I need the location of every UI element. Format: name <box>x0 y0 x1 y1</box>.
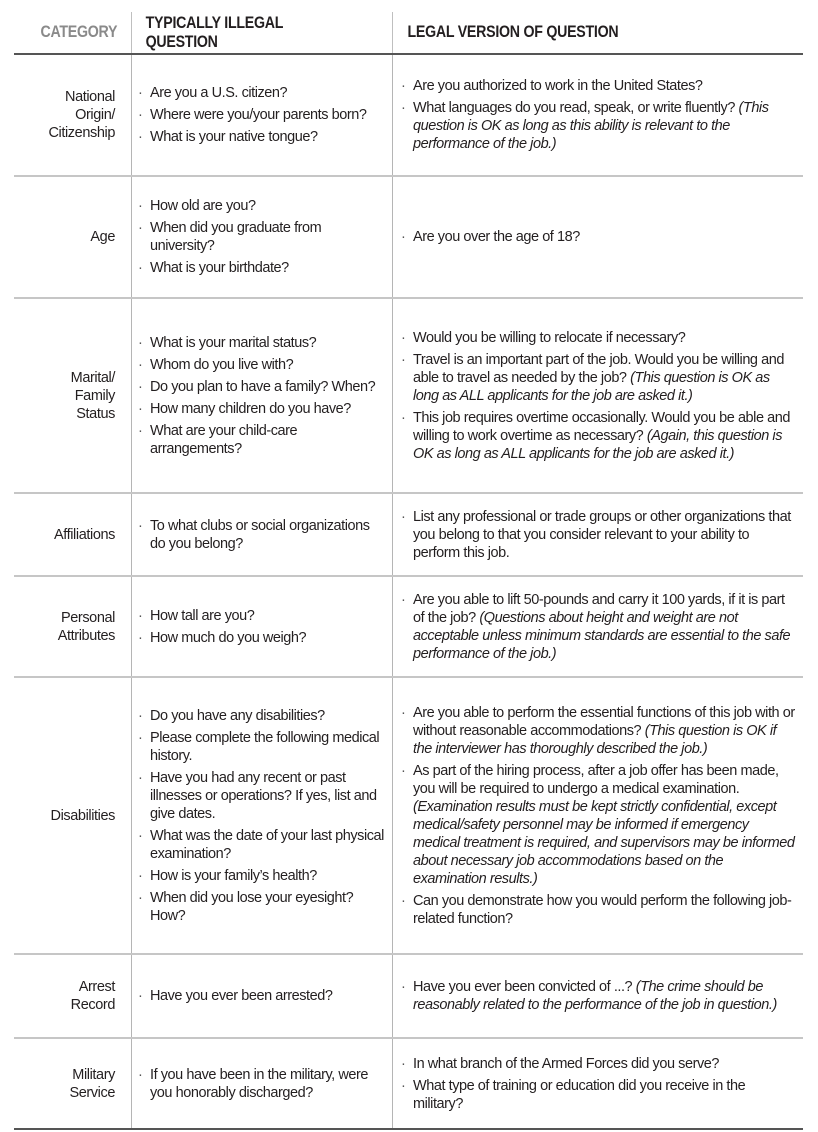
illegal-question-cell <box>131 577 392 676</box>
legal-question <box>401 704 795 758</box>
illegal-question: · Please complete the following medical history. <box>138 729 386 765</box>
illegal-question: · How tall are you? <box>138 607 386 625</box>
illegal-question: · What was the date of your last physical examination? <box>138 827 386 863</box>
legal-question-text: Can you demonstrate how you would perform the following job-related function? <box>413 892 792 927</box>
category-label: Attributes <box>57 627 115 644</box>
legal-question-text: This job requires overtime occasionally. Would you be able and willing to work overtime as necessary? <box>413 409 790 444</box>
category-label: National <box>65 89 115 105</box>
legal-question <box>401 1077 795 1113</box>
legal-question-text: What languages do you read, speak, or write fluently? <box>413 100 735 116</box>
category-label: Age <box>90 229 115 245</box>
illegal-question: · Are you a U.S. citizen? <box>138 84 386 102</box>
illegal-question: · What are your child-care arrangements? <box>138 422 386 458</box>
legal-question-note: (Questions about height and weight are not acceptable unless minimum standards are essential to the safe performance of the job.) <box>413 609 791 662</box>
illegal-question: · How much do you weigh? <box>138 629 386 647</box>
legal-question-note: (This question is OK as long as this ability is relevant to the performance of the job.) <box>413 100 769 152</box>
legal-question-cell <box>392 678 803 953</box>
legal-question <box>401 409 795 463</box>
legal-question <box>401 762 795 888</box>
illegal-question: · How many children do you have? <box>138 400 386 418</box>
header-category <box>30 12 131 53</box>
category-label: Personal <box>60 609 115 626</box>
illegal-question-cell <box>131 678 392 953</box>
legal-question <box>401 978 795 1014</box>
table-row <box>14 577 803 678</box>
header-legal-label: LEGAL VERSION OF QUESTION <box>407 23 619 41</box>
legal-question <box>401 591 795 663</box>
table-row <box>14 177 803 299</box>
category-cell <box>14 299 131 492</box>
category-cell <box>14 678 131 953</box>
category-cell <box>14 55 131 175</box>
illegal-question: · Have you ever been arrested? <box>138 987 386 1005</box>
category-cell <box>14 177 131 297</box>
legal-question <box>401 228 795 246</box>
legal-question <box>401 1055 795 1073</box>
header-category-label: CATEGORY <box>40 23 118 41</box>
category-label: Affiliations <box>53 526 115 543</box>
illegal-question: · What is your marital status? <box>138 334 386 352</box>
category-label: Family <box>74 387 115 404</box>
legal-question-text: What type of training or education did you receive in the military? <box>413 1077 746 1112</box>
illegal-question: · How old are you? <box>138 197 386 215</box>
table-row <box>14 55 803 177</box>
illegal-question: · Have you had any recent or past illnesses or operations? If yes, list and give dates. <box>138 769 386 823</box>
legal-question-cell <box>392 299 803 492</box>
illegal-question: · How is your family’s health? <box>138 867 386 885</box>
category-cell <box>14 494 131 575</box>
header-illegal-label: TYPICALLY ILLEGAL QUESTION <box>145 13 283 51</box>
header-legal <box>392 12 745 53</box>
legal-question-text: Are you able to lift 50-pounds and carry it 100 yards, if it is part of the job? <box>413 591 785 626</box>
legal-question-text: In what branch of the Armed Forces did you serve? <box>413 1055 719 1072</box>
legal-question <box>401 329 795 347</box>
category-label: Citizenship <box>48 125 115 141</box>
legal-question-text: Are you authorized to work in the United States? <box>413 78 703 94</box>
legal-question <box>401 508 795 562</box>
illegal-question: · What is your birthdate? <box>138 259 386 277</box>
header-illegal <box>131 12 355 53</box>
legal-question-text: Have you ever been convicted of ...? <box>413 979 633 995</box>
illegal-question: · If you have been in the military, were you honorably discharged? <box>138 1066 386 1102</box>
legal-question-note: (The crime should be reasonably related to the performance of the job in question.) <box>413 979 777 1013</box>
category-label: Arrest <box>78 979 115 995</box>
legal-question-cell <box>392 955 803 1037</box>
illegal-question: · What is your native tongue? <box>138 128 386 146</box>
legal-question-text: Are you able to perform the essential functions of this job with or without reasonable accommodations? <box>413 704 795 739</box>
illegal-question-cell <box>131 1039 392 1128</box>
category-label: Service <box>69 1084 115 1101</box>
legal-question <box>401 892 795 928</box>
legal-question-text: List any professional or trade groups or other organizations that you belong to that you consider relevant to your ability to perform this job. <box>413 508 791 561</box>
table-row <box>14 955 803 1039</box>
category-label: Marital/ <box>70 369 115 386</box>
category-cell <box>14 955 131 1037</box>
legal-question <box>401 351 795 405</box>
legal-question <box>401 77 795 95</box>
legal-question-note: (This question is OK if the interviewer has thoroughly described the job.) <box>413 722 777 757</box>
illegal-question-cell <box>131 177 392 297</box>
legal-question-cell <box>392 577 803 676</box>
legal-question-text: Would you be willing to relocate if necessary? <box>413 329 686 346</box>
illegal-question-cell <box>131 55 392 175</box>
legal-question-note: (This question is OK as long as ALL applicants for the job are asked it.) <box>413 369 770 404</box>
legal-question-text: As part of the hiring process, after a job offer has been made, you will be required to undergo a medical examination. <box>413 762 779 797</box>
table-row <box>14 299 803 494</box>
table-row <box>14 494 803 577</box>
category-label: Status <box>76 405 115 422</box>
illegal-question-cell <box>131 299 392 492</box>
legal-question-note: (Again, this question is OK as long as ALL applicants for the job are asked it.) <box>413 427 782 462</box>
category-label: Military <box>72 1066 115 1083</box>
category-cell <box>14 577 131 676</box>
interview-questions-table <box>14 12 803 1130</box>
legal-question-cell <box>392 1039 803 1128</box>
category-cell <box>14 1039 131 1128</box>
illegal-question: · When did you graduate from university? <box>138 219 386 255</box>
category-label: Origin/ <box>75 107 115 123</box>
illegal-question: · To what clubs or social organizations do you belong? <box>138 517 386 553</box>
table-header <box>14 12 803 55</box>
legal-question-text: Are you over the age of 18? <box>413 229 580 245</box>
legal-question-cell <box>392 55 803 175</box>
legal-question-cell <box>392 494 803 575</box>
category-label: Disabilities <box>50 807 115 824</box>
illegal-question: · Do you plan to have a family? When? <box>138 378 386 396</box>
illegal-question-cell <box>131 955 392 1037</box>
legal-question-text: Travel is an important part of the job. Would you be willing and able to travel as needed by the job? <box>413 351 784 386</box>
illegal-question: · When did you lose your eyesight? How? <box>138 889 386 925</box>
legal-question-note: (Examination results must be kept strictly confidential, except medical/safety personnel may be informed if emergency medical treatment is required, and supervisors may be informed about necessary job accommodations based on the examination results.) <box>413 798 795 887</box>
illegal-question: · Where were you/your parents born? <box>138 106 386 124</box>
legal-question-cell <box>392 177 803 297</box>
illegal-question: · Whom do you live with? <box>138 356 386 374</box>
table-row <box>14 1039 803 1130</box>
table-row <box>14 678 803 955</box>
legal-question <box>401 99 795 153</box>
illegal-question-cell <box>131 494 392 575</box>
illegal-question: · Do you have any disabilities? <box>138 707 386 725</box>
table-body <box>14 55 803 1130</box>
category-label: Record <box>70 997 115 1013</box>
